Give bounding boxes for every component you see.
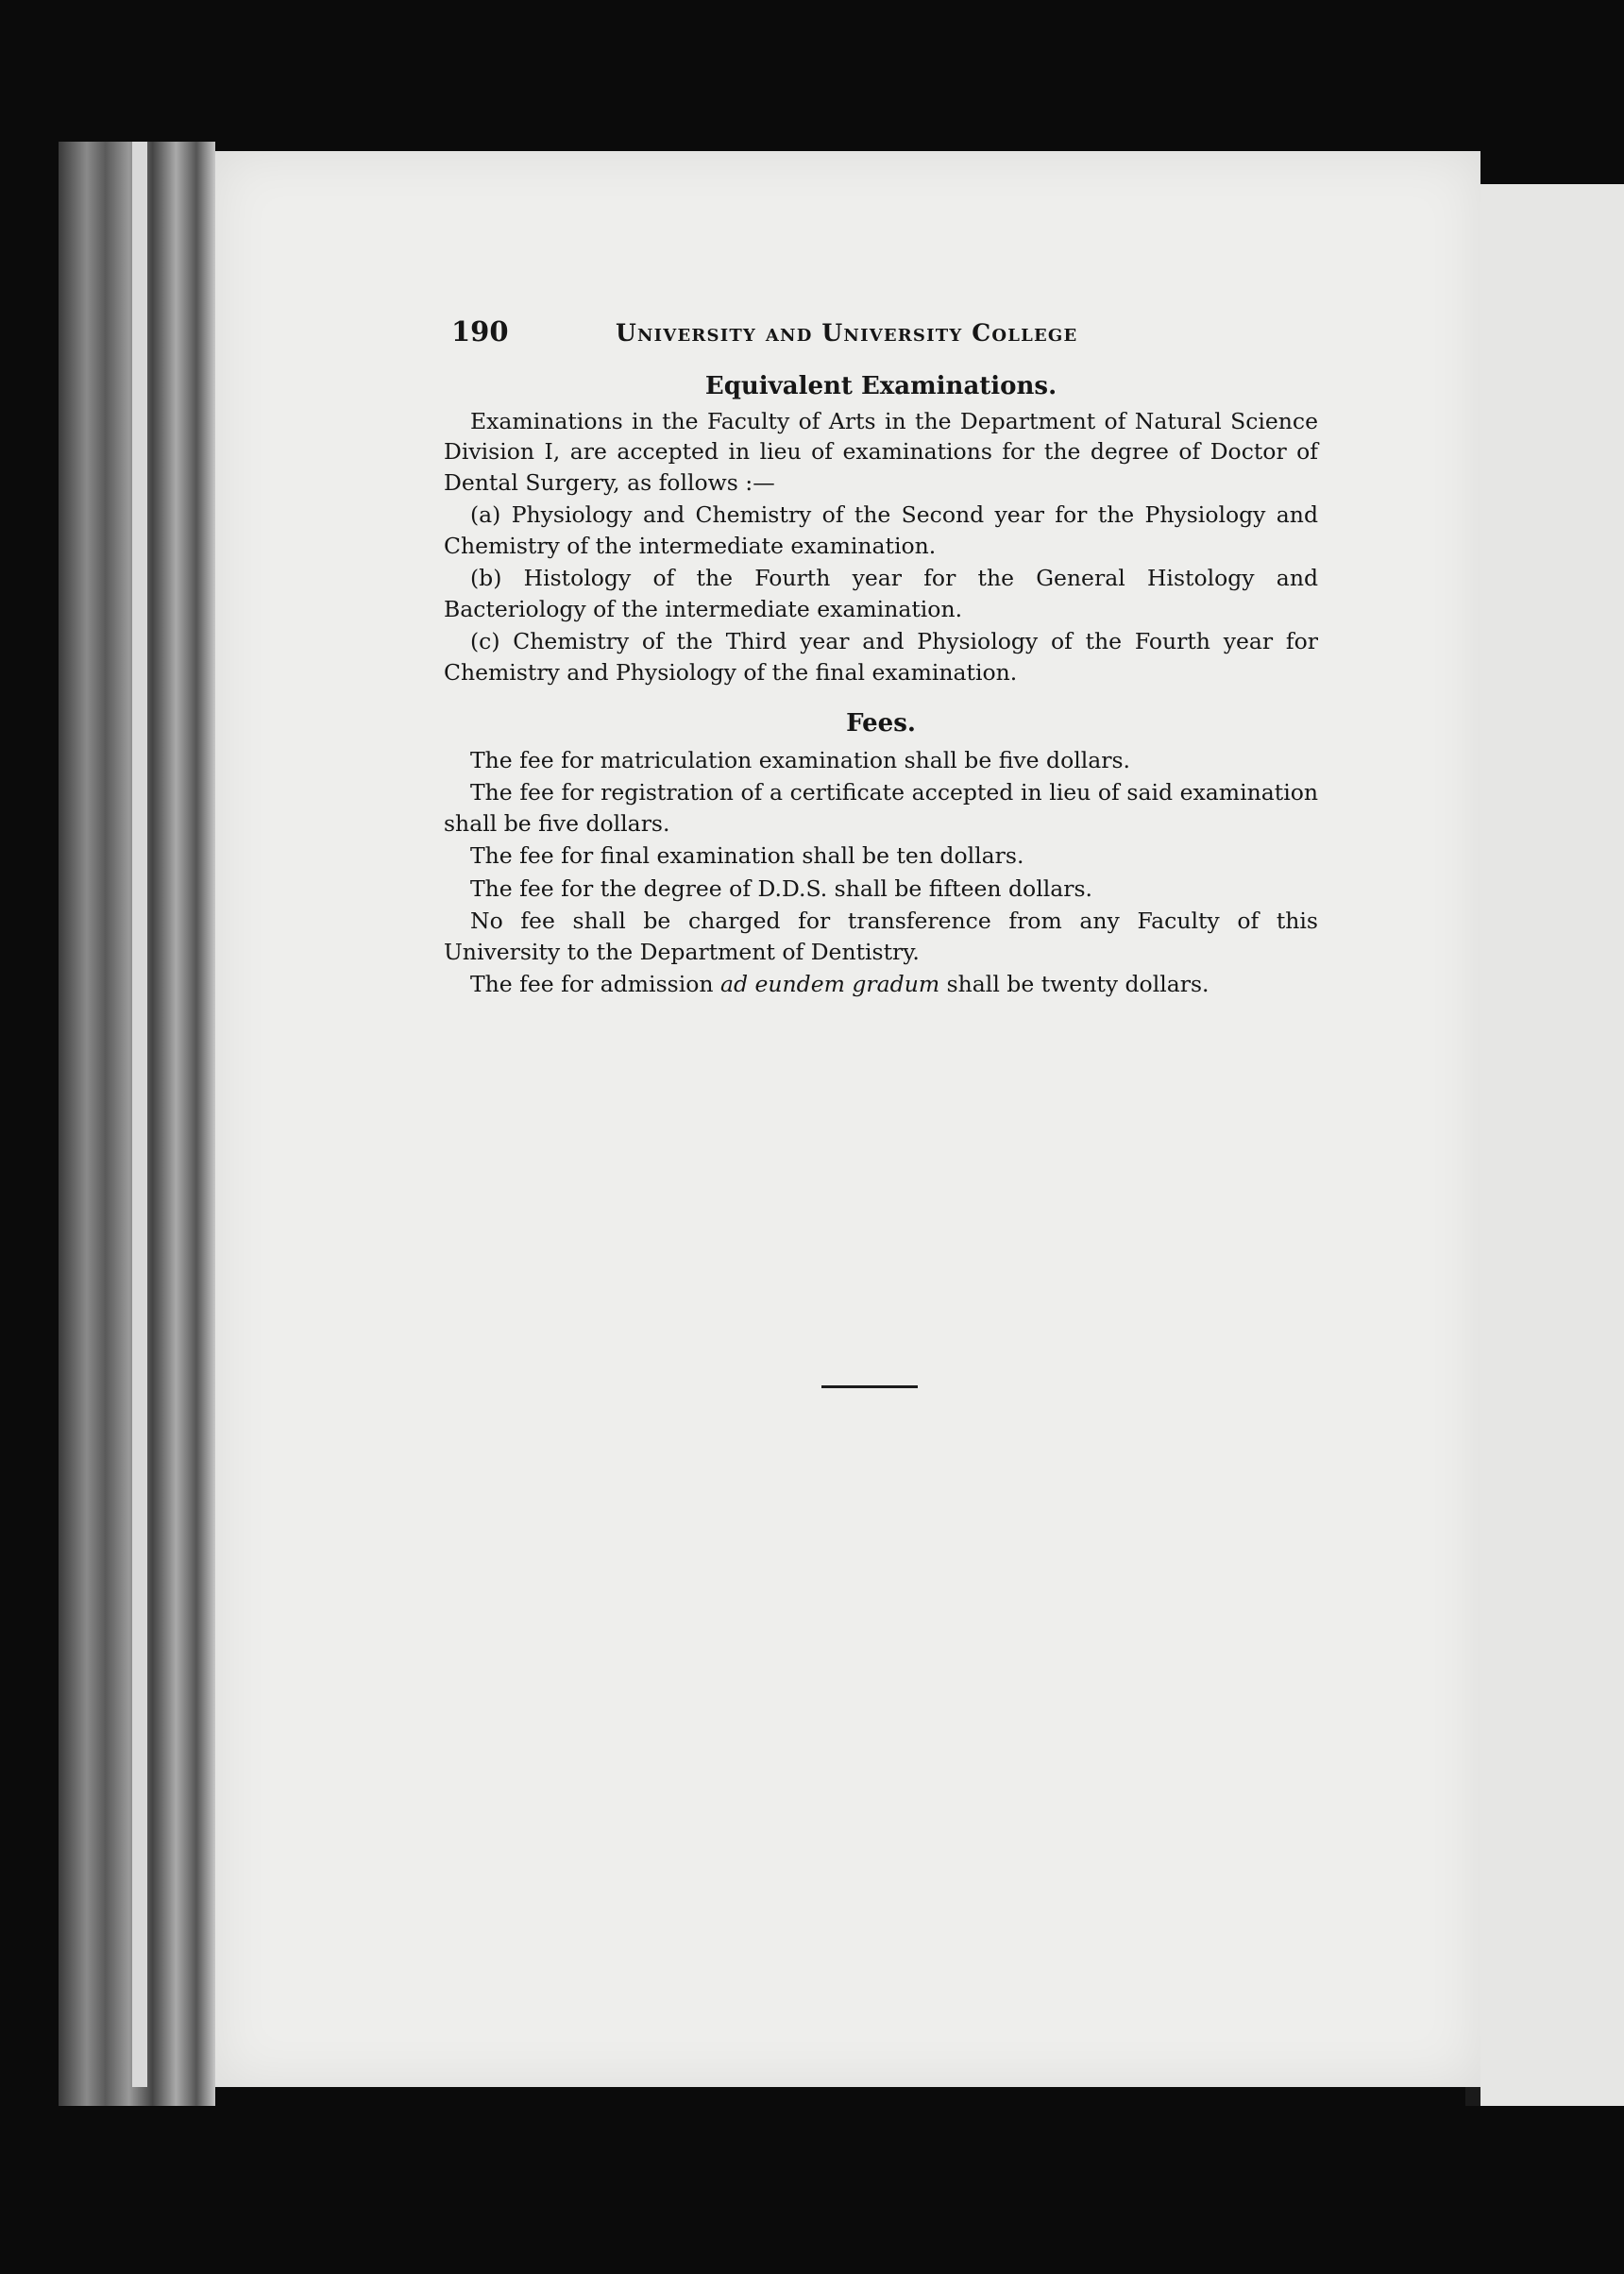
latin-phrase: ad eundem gradum [719, 971, 940, 997]
running-title: University and University College [616, 319, 1078, 347]
book-cover-edge [132, 142, 147, 2087]
fee-item: The fee for the degree of D.D.S. shall be fifteen dollars. [470, 874, 1093, 902]
section-heading-equivalent-examinations: Equivalent Examinations. [704, 372, 1057, 400]
facing-page-edge [1480, 184, 1624, 2106]
paragraph-intro: Examinations in the Faculty of Arts in the Department of Natural Science Division I, are accepted in lieu of examinations for the degree of Doctor of Dental Surgery, as follows :— [444, 407, 1318, 496]
page-number: 190 [451, 315, 509, 348]
running-head [444, 316, 1318, 371]
fee-item: The fee for final examination shall be ten dollars. [470, 842, 1024, 869]
fee-item: The fee for registration of a certificate accepted in lieu of said examination shall be five dollars. [444, 779, 1318, 837]
page-text [444, 316, 1318, 1002]
fee-text-before: The fee for admission [470, 971, 720, 997]
fee-text-after: shall be twenty dollars. [939, 971, 1210, 997]
fee-item-admission [444, 969, 1318, 1000]
fee-item: No fee shall be charged for transference from any Faculty of this University to the Department of Dentistry. [444, 908, 1318, 965]
clause-a: (a) Physiology and Chemistry of the Second year for the Physiology and Chemistry of the intermediate examination. [444, 501, 1318, 559]
section-heading-fees: Fees. [846, 709, 916, 738]
fee-item: The fee for matriculation examination shall be five dollars. [470, 746, 1131, 773]
clause-b: (b) Histology of the Fourth year for the General Histology and Bacteriology of the intermediate examination. [444, 565, 1318, 622]
section-end-rule [821, 1385, 918, 1388]
clause-c: (c) Chemistry of the Third year and Physiology of the Fourth year for Chemistry and Physiology of the final examination. [444, 628, 1318, 686]
